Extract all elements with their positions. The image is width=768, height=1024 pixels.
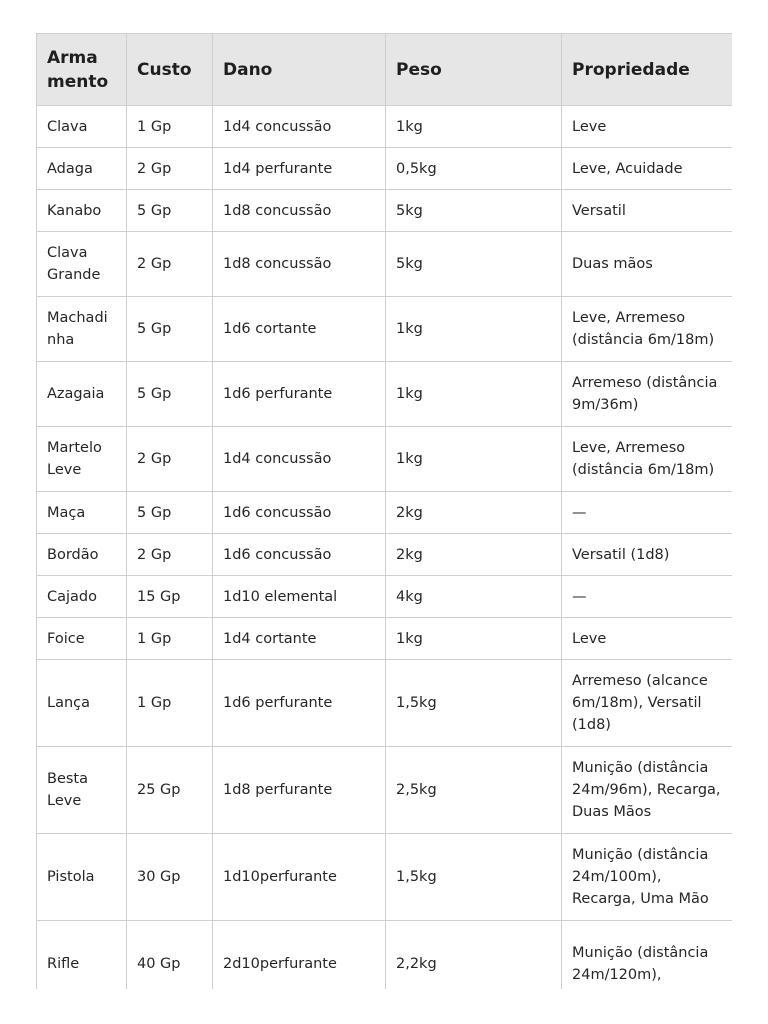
cell-peso: 1,5kg [386, 834, 562, 921]
table-row [37, 660, 733, 747]
cell-armamento: Martelo Leve [37, 427, 127, 492]
cell-armamento: Lança [37, 660, 127, 747]
table-row [37, 618, 733, 660]
cell-propriedade: Leve, Acuidade [562, 148, 733, 190]
table-row [37, 834, 733, 921]
cell-dano: 1d4 cortante [213, 618, 386, 660]
cell-armamento: Maça [37, 492, 127, 534]
cell-armamento: Rifle [37, 921, 127, 990]
cell-peso: 1kg [386, 106, 562, 148]
table-row [37, 106, 733, 148]
cell-dano: 1d10 elemental [213, 576, 386, 618]
cell-armamento: Kanabo [37, 190, 127, 232]
header-armamento: Arma mento [37, 34, 127, 106]
cell-custo: 5 Gp [127, 362, 213, 427]
cell-peso: 1kg [386, 618, 562, 660]
cell-custo: 1 Gp [127, 106, 213, 148]
cell-armamento: Besta Leve [37, 747, 127, 834]
cell-armamento: Cajado [37, 576, 127, 618]
cell-custo: 5 Gp [127, 190, 213, 232]
cell-propriedade: Versatil [562, 190, 733, 232]
cell-peso: 1kg [386, 297, 562, 362]
cell-dano: 1d6 perfurante [213, 660, 386, 747]
table-row [37, 747, 733, 834]
cell-peso: 1kg [386, 362, 562, 427]
cell-peso: 2,2kg [386, 921, 562, 990]
cell-armamento: Adaga [37, 148, 127, 190]
cell-propriedade: Munição (distância 24m/96m), Recarga, Duas Mãos [562, 747, 733, 834]
header-propriedade: Propriedade [562, 34, 733, 106]
cell-custo: 5 Gp [127, 492, 213, 534]
cell-peso: 1kg [386, 427, 562, 492]
cell-dano: 1d6 cortante [213, 297, 386, 362]
cell-armamento: Foice [37, 618, 127, 660]
table-row [37, 534, 733, 576]
cell-custo: 1 Gp [127, 660, 213, 747]
cell-armamento: Clava [37, 106, 127, 148]
table-header-row [37, 34, 733, 106]
cell-propriedade: — [562, 576, 733, 618]
cell-armamento: Clava Grande [37, 232, 127, 297]
weapons-table [36, 33, 732, 989]
cell-dano: 1d4 concussão [213, 106, 386, 148]
cell-peso: 1,5kg [386, 660, 562, 747]
cell-custo: 1 Gp [127, 618, 213, 660]
weapons-table-container [36, 33, 732, 989]
cell-armamento: Pistola [37, 834, 127, 921]
cell-dano: 2d10perfurante [213, 921, 386, 990]
cell-dano: 1d6 concussão [213, 534, 386, 576]
cell-propriedade: Leve, Arremeso (distância 6m/18m) [562, 427, 733, 492]
cell-propriedade: Arremeso (distância 9m/36m) [562, 362, 733, 427]
cell-peso: 0,5kg [386, 148, 562, 190]
cell-custo: 2 Gp [127, 534, 213, 576]
table-row [37, 297, 733, 362]
cell-dano: 1d10perfurante [213, 834, 386, 921]
cell-propriedade: Leve [562, 106, 733, 148]
cell-propriedade: Munição (distância 24m/100m), Recarga, Uma Mão [562, 834, 733, 921]
table-row [37, 921, 733, 990]
cell-propriedade: Arremeso (alcance 6m/18m), Versatil (1d8) [562, 660, 733, 747]
cell-custo: 2 Gp [127, 232, 213, 297]
cell-peso: 2kg [386, 492, 562, 534]
cell-dano: 1d8 concussão [213, 190, 386, 232]
header-dano: Dano [213, 34, 386, 106]
cell-dano: 1d8 perfurante [213, 747, 386, 834]
cell-armamento: Azagaia [37, 362, 127, 427]
cell-dano: 1d4 concussão [213, 427, 386, 492]
cell-dano: 1d8 concussão [213, 232, 386, 297]
cell-peso: 5kg [386, 190, 562, 232]
table-row [37, 148, 733, 190]
cell-dano: 1d6 perfurante [213, 362, 386, 427]
cell-armamento: Bordão [37, 534, 127, 576]
cell-peso: 2kg [386, 534, 562, 576]
table-row [37, 232, 733, 297]
cell-custo: 30 Gp [127, 834, 213, 921]
cell-propriedade: Leve [562, 618, 733, 660]
cell-armamento: Machadi nha [37, 297, 127, 362]
cell-peso: 2,5kg [386, 747, 562, 834]
header-custo: Custo [127, 34, 213, 106]
cell-peso: 5kg [386, 232, 562, 297]
table-row [37, 190, 733, 232]
cell-peso: 4kg [386, 576, 562, 618]
cell-custo: 40 Gp [127, 921, 213, 990]
table-row [37, 492, 733, 534]
cell-propriedade: Duas mãos [562, 232, 733, 297]
cell-custo: 25 Gp [127, 747, 213, 834]
cell-custo: 2 Gp [127, 427, 213, 492]
cell-dano: 1d6 concussão [213, 492, 386, 534]
cell-custo: 5 Gp [127, 297, 213, 362]
header-peso: Peso [386, 34, 562, 106]
cell-propriedade: — [562, 492, 733, 534]
cell-propriedade: Versatil (1d8) [562, 534, 733, 576]
cell-custo: 15 Gp [127, 576, 213, 618]
cell-dano: 1d4 perfurante [213, 148, 386, 190]
table-row [37, 427, 733, 492]
table-row [37, 362, 733, 427]
cell-propriedade: Munição (distância 24m/120m), [562, 921, 733, 990]
cell-propriedade: Leve, Arremeso (distância 6m/18m) [562, 297, 733, 362]
table-row [37, 576, 733, 618]
cell-custo: 2 Gp [127, 148, 213, 190]
